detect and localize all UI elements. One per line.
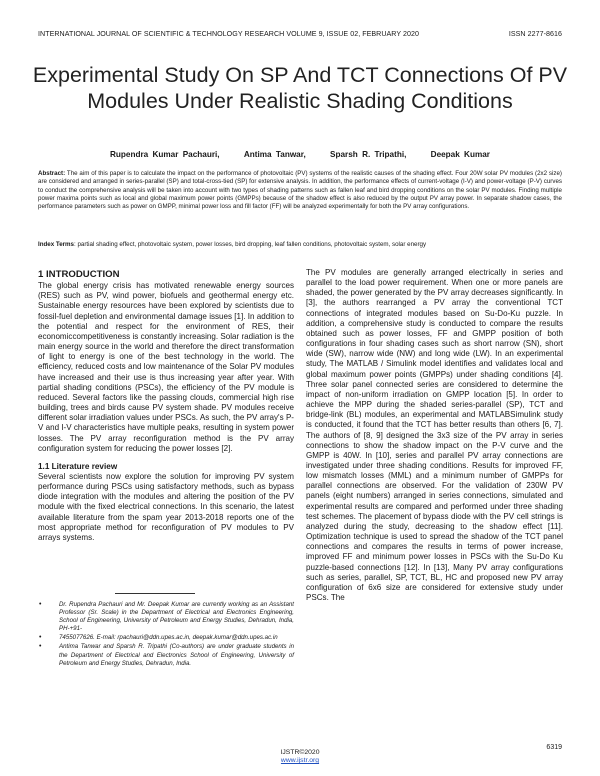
footnote-item: • Dr. Rupendra Pachauri and Mr. Deepak Kumar are currently working as an Assistant Professor (Sr. Scale) in the Department of Electrical and Electronics Engineering, School of Engineering, University of Petroleum and Energy Studies, Dehradun, India, PH-+91-	[38, 601, 294, 633]
right-column	[306, 268, 563, 603]
footnotes	[38, 601, 294, 669]
footnote-item: • Antima Tanwar and Sparsh R. Tripathi (Co-authors) are under graduate students in the Department of Electrical and Electronics School of Engineering, University of Petroleum and Energy Studies, Dehradun, India.	[38, 643, 294, 667]
index-terms-text: : partial shading effect, photovoltaic system, power losses, bird dropping, leaf fallen conditions, photovoltaic system, solar energy	[74, 241, 427, 248]
author-4: Deepak Kumar	[430, 150, 490, 159]
footnote-rule	[115, 593, 195, 594]
index-terms	[38, 241, 562, 249]
page-footer	[0, 749, 600, 765]
journal-title: INTERNATIONAL JOURNAL OF SCIENTIFIC & TECHNOLOGY RESEARCH VOLUME 9, ISSUE 02, FEBRUARY 2020	[38, 30, 420, 38]
literature-paragraph: Several scientists now explore the solution for improving PV system performance during PSCs using satisfactory methods, such as bypass diode integration with the modules and altering the position of the PV module with the fixed electrical connections. In this scenario, the latest available literature from the spam year 2013-2018 reports one of the most appropriate method for reconfiguration of PV modules to PV arrays systems.	[38, 471, 294, 542]
journal-link[interactable]: www.ijstr.org	[280, 757, 320, 765]
right-paragraph: The PV modules are generally arranged electrically in series and parallel to the load power requirement. When one or more panels are shaded, the power generated by the PV array decreases significantly. In [3], the authors rearranged a PV array the conventional TCT connections of integrated modules based on Su-Do-Ku puzzle. In addition, a comprehensive study is conducted to compare the results obtained such as power losses, FF and GMPP position of both configurations in four shading cases such as short narrow (SN), short wide (SW), narrow wide (NW) and long wide (LW). In an experimental study, The MATLAB / Simulink model identifies and validates local and global maximum power points (GMPPs) under shading conditions [4]. Three solar panel connected series are considered to determine the impact of non-uniform irradiation on GMPP location [5]. In order to achieve the MPP during the shaded series-parallel (SP), TCT and bridge-link (BL) modules, an experimental and MATLABSimulink study is conducted, it found that the TCT has better results than others [6, 7]. The authors of [8, 9] designed the 3x3 size of the PV array in series connections to show the shadow impact on the P-V curve and the GMPP is 40W. In [10], series and parallel PV array connections are investigated under three shading conditions. Results for improved FF, low mismatch losses (MML) and a minimum number of GMPPs for parallel connections are observed. For the validation of 230W PV panels (eight numbers) arranged in series connections, simulated and experimental results are compared and performed under three shading test schemes. The placement of bypass diode with the PV cell strings is analyzed during the study, decreasing to the shadow effect [11]. Optimization technique is used to spread the shadow of the TCT panel connections and compares the results in terms of power increase, improved FF and minimum power losses in PSCs with the Su-Do Ku puzzle-based connections [12]. In [13], Many PV array configurations such as series, parallel, SP, TCT, BL, HC and proposed new PV array configuration of 6x6 size are considered for extensive study under PSCs. The	[306, 268, 563, 602]
author-list	[40, 150, 560, 159]
author-2: Antima Tanwar,	[243, 150, 306, 159]
subsection-heading: 1.1 Literature review	[38, 461, 118, 471]
abstract	[38, 170, 562, 211]
copyright: IJSTR©2020	[280, 749, 320, 756]
author-3: Sparsh R. Tripathi,	[330, 150, 407, 159]
left-column	[38, 268, 294, 543]
footnote-item: • 7455077626. E-mail: rpachauri@ddn.upes.ac.in, deepak.kumar@ddn.upes.ac.in	[38, 634, 294, 642]
abstract-text: The aim of this paper is to calculate the impact on the performance of photovoltaic (PV) systems of the realistic causes of the shading effect. Four 20W solar PV modules (2x2 size) are considered and arranged in series-parallel (SP) and total-cross-tied (SP) for extensive analysis. In addition, the performance effects of current-voltage (I-V) and power-voltage (P-V) curves to conduct the comprehensive analysis will be taken into account with two types of shading patterns such as fallen leaf and bird dropping conditions on the solar PV modules. Finding multiple power maxima points such as local and global maximum power points (GMPPs) because of the shadow effect is also reduced by the output PV array power. In separate shadow cases, the performance parameters such as power on GMPP, minimal power loss and fill factor (FF) will be analyzed experimentally for both the PV array configurations.	[38, 170, 562, 211]
intro-paragraph: The global energy crisis has motivated renewable energy sources (RES) such as PV, wind power, biofuels and geothermal energy etc. Sustainable energy resources have been explored by scientists due to fossil-fuel depletion and environmental damage issues [1]. In addition to the potential and respect for the environment of RES, their economiccompetitiveness is constantly increasing. Solar radiation is the main energy source in the world and therefore the direct transformation of light to energy is one of the best technology in the world. The efficiency, reduced costs and low maintenance of the Solar PV modules have increased and their use is thus increasing year after year. With partial shading conditions (PSCs), the efficiency of the PV module is reduced. Several factors like the passing clouds, commercial high rise building, trees and birds cause PV system shade. PV modules receive different solar irradiation values under PSCs. As such, the PV array's P-V and I-V characteristics have multiple peaks, resulting in system power losses. The PV array reconfiguration method is the PV array configuration system for reducing the power losses [2].	[38, 281, 294, 453]
section-heading: 1 INTRODUCTION	[38, 269, 120, 280]
issn: ISSN 2277-8616	[508, 30, 562, 38]
paper-title: Experimental Study On SP And TCT Connections Of PV Modules Under Realistic Shading Conditions	[32, 63, 568, 113]
index-terms-label: Index Terms	[38, 241, 74, 248]
page-number: 6319	[546, 744, 562, 751]
abstract-label: Abstract:	[38, 170, 66, 177]
author-1: Rupendra Kumar Pachauri,	[110, 150, 220, 159]
